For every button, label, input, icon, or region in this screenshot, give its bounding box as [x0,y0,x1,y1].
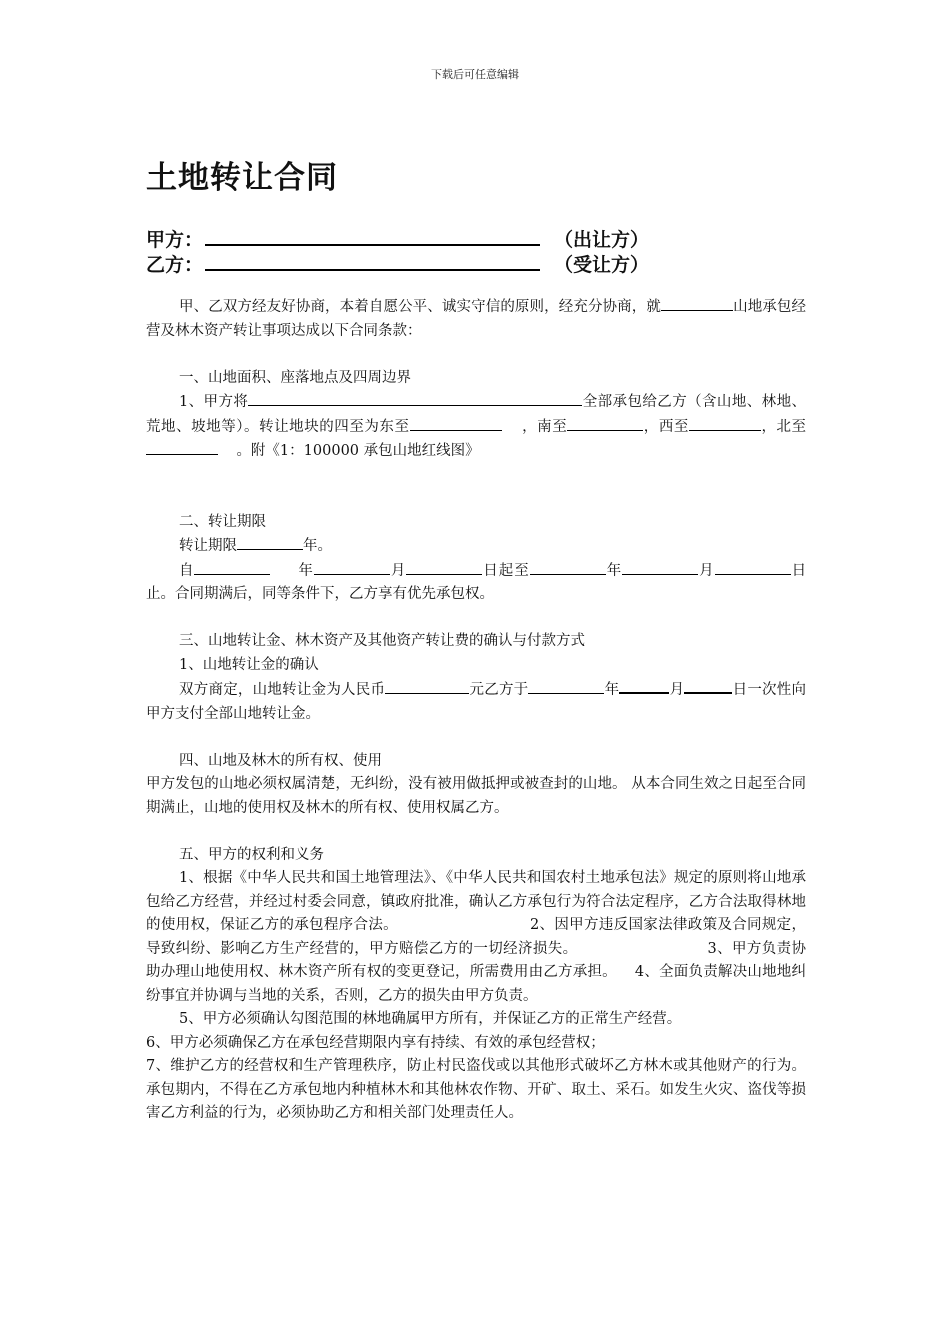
s1-blank-west-b [731,415,761,431]
s1-blank-north [146,439,218,455]
section-4-heading: 四、山地及林木的所有权、使用 [179,752,382,769]
s1-text-4: ，西至 [643,418,689,435]
intro-blank [661,295,733,311]
s2-period-b: 年。 [303,538,332,554]
section-3-heading: 三、山地转让金、林木资产及其他资产转让费的确认与付款方式 [179,633,585,649]
party-a-line [146,225,649,251]
s1-text-2: 全部承包给乙方（含山地、林地、荒地、坡地等）。转让地块的四至为东至 [146,394,806,435]
section-2-heading: 二、转让期限 [179,513,266,530]
s3-text-5: 日一次性向甲方支付全部山地转让金。 [146,682,807,722]
section-2-period [146,534,806,559]
section-5-item-7: 7、维护乙方的经营权和生产管理秩序，防止村民盗伐或以其他形式破坏乙方林木或其他财产的行为。承包期内，不得在乙方承包地内种植林木和其他林农作物、开矿、取土、采石。如发生火灾、盗伐等损害乙方利益的行为，必须协助乙方和相关部门处理责任人。 [146,1058,806,1121]
s3-text-2: 元乙方于 [469,682,529,698]
intro-text-2: 山地承包经营及林木资产转让事项达成以下合同条款： [146,299,807,339]
section-5-item-5: 5、甲方必须确认勾图范围的林地确属甲方所有，并保证乙方的正常生产经营。 [179,1011,682,1027]
s2-year2: 年 [605,562,623,579]
party-b-blank [205,251,540,271]
intro-text-1: 甲、乙双方经友好协商，本着自愿公平、诚实守信的原则，经充分协商，就 [179,299,661,315]
section-5-item-6: 6、甲方必须确保乙方在承包经营期限内享有持续、有效的承包经营权； [146,1034,605,1051]
section-5-items-1-4 [146,867,806,1008]
s5-item-1: 1、根据《中华人民共和国土地管理法》、《中华人民共和国农村土地承包法》规定的原则将山地承包给乙方经营，并经过村委会同意，镇政府批准，确认乙方承包行为符合法定程序，乙方合法取得林地的使用权，保证乙方的承包程序合法。 [146,870,806,933]
s2-month2: 月 [698,562,715,579]
s3-text-1: 双方商定，山地转让金为人民币 [179,682,386,698]
s2-blank-period [237,534,303,550]
s1-text-1: 1、甲方将 [179,394,249,410]
s5-item-4: 4、全面负责解决山地地纠纷事宜并协调与当地的关系，否则，乙方的损失由甲方负责。 [146,964,807,1004]
s2-day-from: 日起至 [482,562,530,579]
s1-blank-west-a [689,415,731,431]
party-a-role: （出让方） [554,229,650,251]
party-b-line [146,250,649,276]
s2-blank-day1 [406,559,482,575]
s2-from: 自 [179,562,195,579]
s2-period-a: 转让期限 [179,538,237,554]
s2-blank-year2 [530,559,606,575]
s3-blank-amount [385,678,469,694]
s1-blank-south [567,415,643,431]
s1-text-5: ，北至 [760,418,807,435]
s2-month1: 月 [389,562,407,579]
section-1-item-1 [146,390,806,464]
section-5-heading: 五、甲方的权利和义务 [179,846,324,863]
contract-body [146,295,806,1126]
s1-text-3: ，南至 [522,418,568,435]
s5-item-3: 3、甲方负责协助办理山地使用权、林木资产所有权的变更登记，所需费用由乙方承担。 [146,940,806,980]
s2-blank-year1 [194,559,270,575]
party-a-blank [205,226,540,246]
party-a-label: 甲方： [146,229,204,251]
party-b-role: （受让方） [554,254,650,276]
section-4-body: 甲方发包的山地必须权属清楚，无纠纷，没有被用做抵押或被查封的山地。 从本合同生效之日起至合同期满止，山地的使用权及林木的所有权、使用权属乙方。 [146,776,806,816]
s3-blank-year [528,678,604,694]
s3-text-3: 年 [604,682,620,698]
header-note: 下载后可任意编辑 [431,68,519,81]
party-b-label: 乙方： [146,254,204,276]
s3-blank-month [619,677,669,694]
s1-blank-east [410,415,502,431]
s2-end: 止。合同期满后，同等条件下，乙方享有优先承包权。 [146,586,494,602]
s2-day2: 日 [790,562,807,579]
s1-text-6: 。附《1：100000 承包山地红线图》 [236,443,480,459]
s1-blank-land [248,390,582,406]
s2-blank-month2 [622,559,698,575]
s2-year1: 年 [298,562,314,579]
s3-blank-day [684,677,732,694]
intro-paragraph [146,295,806,343]
section-3-body [146,677,806,726]
section-3-sub: 1、山地转让金的确认 [179,656,319,673]
s5-item-2: 2、因甲方违反国家法律政策及合同规定，导致纠纷、影响乙方生产经营的，甲方赔偿乙方的一切经济损失。 [146,917,807,957]
document-title: 土地转让合同 [146,160,338,196]
s2-blank-month1 [314,559,390,575]
s2-blank-day2 [715,559,791,575]
section-2-dates [146,559,806,607]
s3-text-4: 月 [669,682,685,698]
section-1-heading: 一、山地面积、座落地点及四周边界 [179,369,411,386]
